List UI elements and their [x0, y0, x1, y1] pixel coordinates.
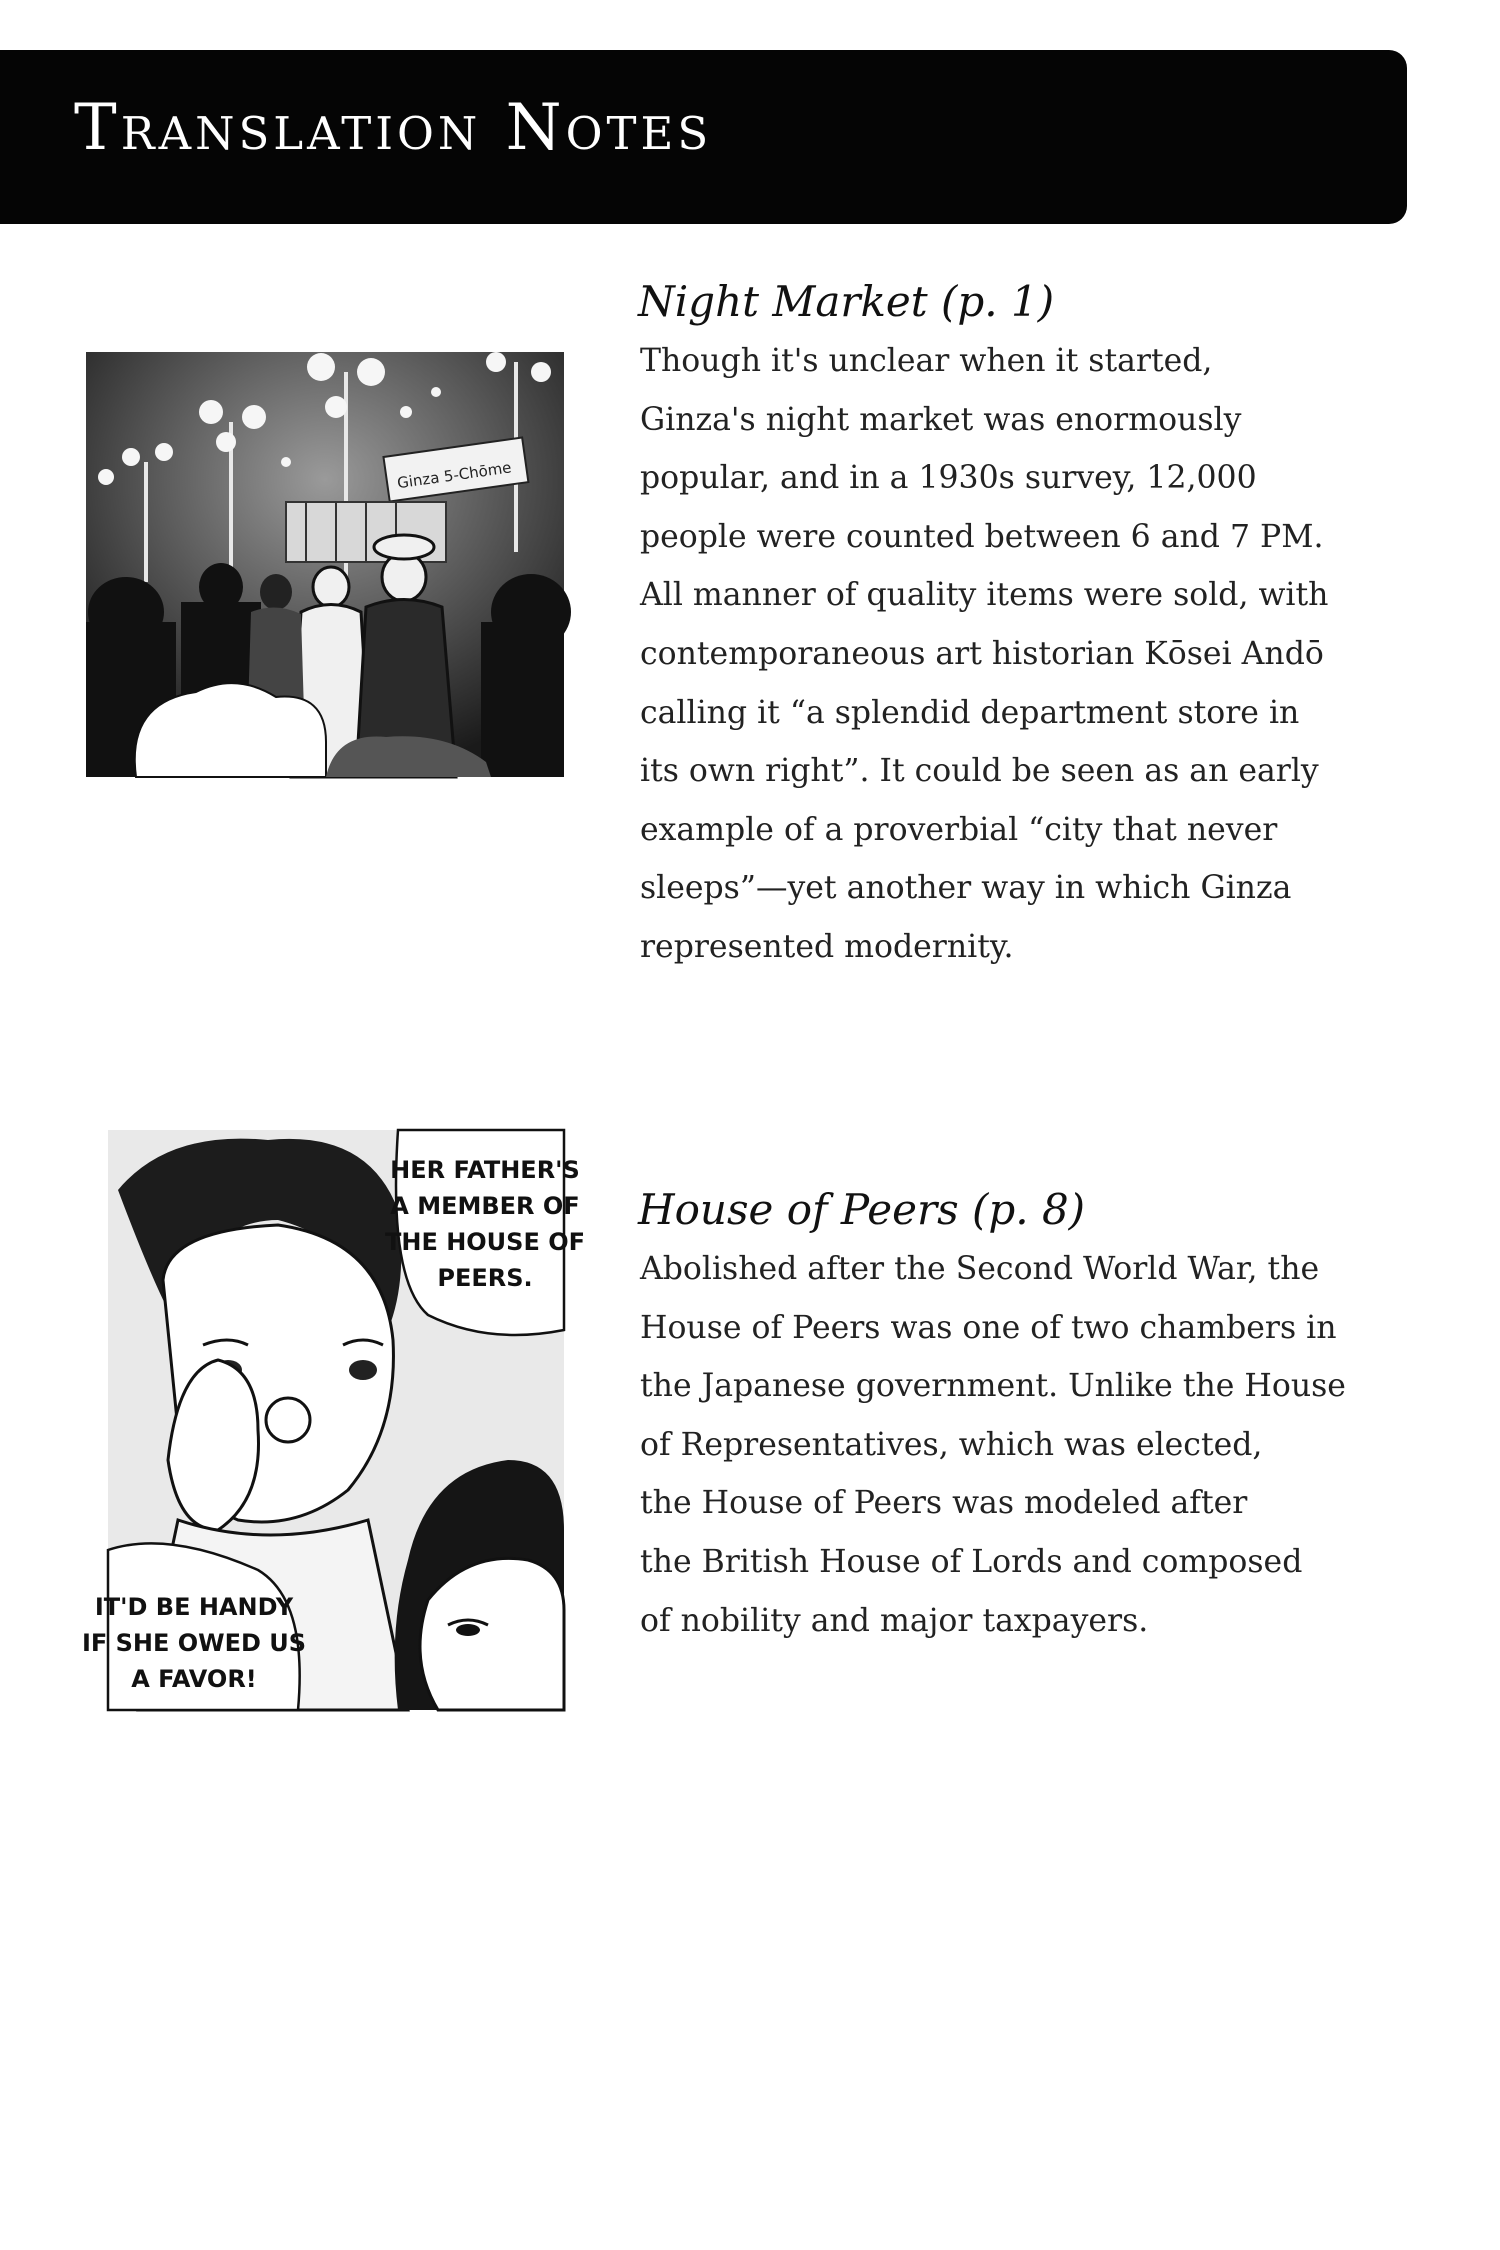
note-line: example of a proverbial “city that never: [640, 811, 1278, 848]
note-line: calling it “a splendid department store in: [640, 694, 1300, 731]
balloon-top-line: A MEMBER OF: [390, 1192, 580, 1220]
note-line: sleeps”—yet another way in which Ginza: [640, 870, 1292, 907]
note-title-house-of-peers: House of Peers (p. 8): [638, 1185, 1086, 1234]
note-line: Though it's unclear when it started,: [640, 343, 1213, 379]
note-line: people were counted between 6 and 7 PM.: [640, 518, 1324, 555]
balloon-top-line: HER FATHER'S: [390, 1156, 580, 1184]
page-title: Translation Notes: [74, 91, 713, 165]
balloon-top-line: PEERS.: [437, 1264, 533, 1292]
market-sign-text: Ginza 5-Chōme: [396, 458, 513, 493]
title-banner: [0, 50, 1407, 224]
note-line: the Japanese government. Unlike the House: [640, 1368, 1346, 1405]
note-body-night-market: [640, 332, 1500, 977]
note-line: popular, and in a 1930s survey, 12,000: [640, 460, 1257, 497]
house-of-peers-illustration: [81, 1130, 586, 1710]
note-line: the House of Peers was modeled after: [640, 1485, 1248, 1522]
note-line: Abolished after the Second World War, the: [640, 1251, 1320, 1287]
note-line: All manner of quality items were sold, with: [640, 577, 1329, 614]
note-line: contemporaneous art historian Kōsei Andō: [640, 635, 1324, 672]
note-body-house-of-peers: [640, 1240, 1500, 1650]
balloon-bottom-line: IF SHE OWED US: [81, 1629, 307, 1657]
note-line: of nobility and major taxpayers.: [640, 1602, 1149, 1639]
note-line: represented modernity.: [640, 928, 1014, 965]
note-line: its own right”. It could be seen as an early: [640, 753, 1319, 790]
balloon-top-line: THE HOUSE OF: [384, 1228, 586, 1256]
balloon-bottom-line: A FAVOR!: [131, 1665, 257, 1693]
note-line: the British House of Lords and composed: [640, 1543, 1303, 1580]
note-line: House of Peers was one of two chambers in: [640, 1309, 1337, 1346]
night-market-illustration: [86, 352, 564, 777]
note-line: Ginza's night market was enormously: [640, 401, 1242, 438]
note-line: of Representatives, which was elected,: [640, 1426, 1263, 1463]
note-title-night-market: Night Market (p. 1): [638, 277, 1055, 326]
balloon-bottom-line: IT'D BE HANDY: [94, 1593, 294, 1621]
